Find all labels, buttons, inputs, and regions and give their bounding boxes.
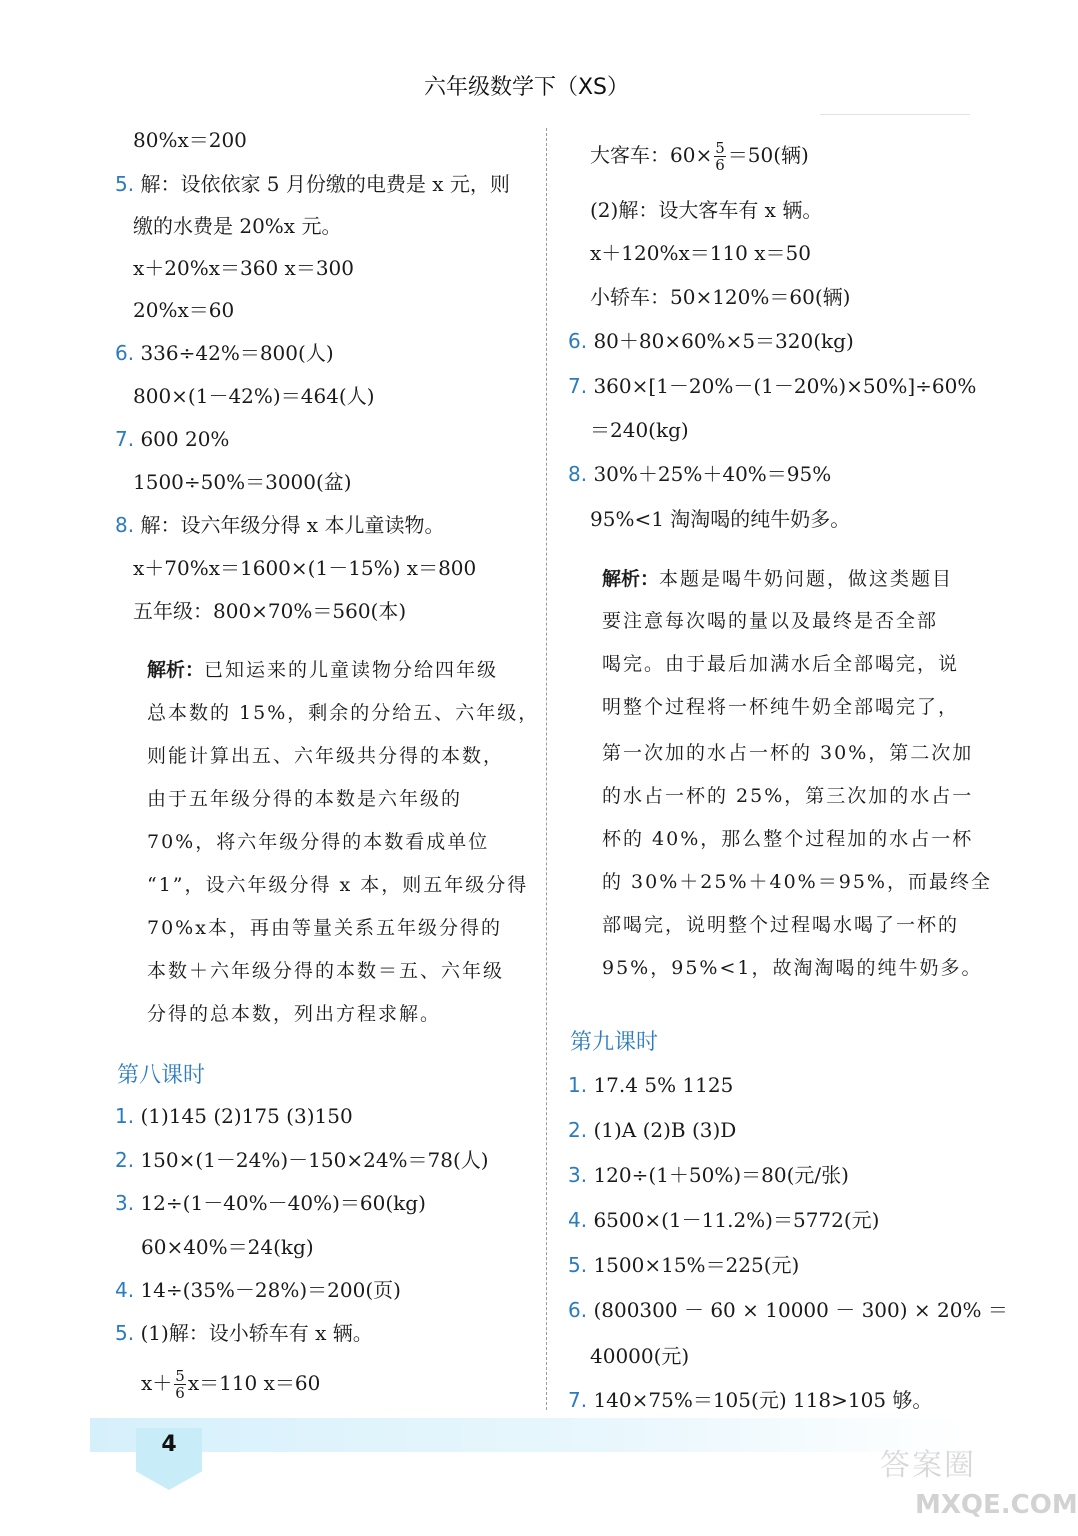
question-number: 8. — [568, 462, 588, 486]
question-number: 7. — [115, 427, 135, 451]
answer-text: 150×(1－24%)－150×24%＝78(人) — [140, 1148, 489, 1172]
answer-text: 140×75%＝105(元) 118>105 够。 — [593, 1388, 933, 1412]
answer-line: 1500÷50%＝3000(盆) — [133, 470, 352, 494]
footer-band — [90, 1418, 970, 1452]
question-number: 8. — [115, 513, 135, 537]
analysis-line: 解析：本题是喝牛奶问题，做这类题目 — [602, 568, 954, 590]
question-5 — [568, 1253, 799, 1277]
answer-text: 6500×(1－11.2%)＝5772(元) — [593, 1208, 880, 1232]
analysis-line: 分得的总本数，列出方程求解。 — [147, 1003, 442, 1025]
answer-text: 17.4 5% 1125 — [593, 1073, 734, 1097]
analysis-line: 部喝完，说明整个过程喝水喝了一杯的 — [602, 914, 960, 936]
answer-line: 20%x＝60 — [133, 298, 235, 322]
analysis-line: 95%，95%<1，故淘淘喝的纯牛奶多。 — [602, 957, 983, 979]
answer-text: (1)145 (2)175 (3)150 — [140, 1104, 353, 1128]
question-number: 7. — [568, 374, 588, 398]
answer-line: 60×40%＝24(kg) — [141, 1235, 314, 1259]
answer-text: (1)A (2)B (3)D — [593, 1118, 737, 1142]
answer-line: x＋20%x＝360 x＝300 — [133, 256, 354, 280]
column-divider — [546, 128, 547, 1410]
question-7 — [568, 1388, 932, 1412]
question-3 — [568, 1163, 849, 1187]
question-7 — [568, 374, 976, 398]
analysis-line: 70%，将六年级分得的本数看成单位 — [147, 831, 490, 853]
answer-text: 解：设六年级分得 x 本儿童读物。 — [140, 513, 445, 537]
fraction: $\frac{5}{6}$ — [175, 1367, 185, 1402]
answer-line: 小轿车：50×120%＝60(辆) — [590, 285, 851, 309]
question-2 — [568, 1118, 736, 1142]
question-5 — [115, 1321, 373, 1345]
analysis-line: 的 30%＋25%＋40%＝95%，而最终全 — [602, 871, 992, 893]
question-number: 6. — [115, 341, 135, 365]
analysis-line: 明整个过程将一杯纯牛奶全部喝完了， — [602, 696, 960, 718]
analysis-line: 由于五年级分得的本数是六年级的 — [147, 788, 463, 810]
answer-line: 五年级：800×70%＝560(本) — [133, 599, 407, 623]
answer-line: x＋120%x＝110 x＝50 — [590, 241, 811, 265]
analysis-line: 70%x本，再由等量关系五年级分得的 — [147, 917, 502, 939]
equation-with-fraction: x＋ $\frac{5}{6}$ x＝110 x＝60 — [141, 1367, 321, 1402]
equation-with-fraction: 大客车：60× $\frac{5}{6}$ ＝50(辆) — [590, 139, 809, 174]
question-5 — [115, 172, 510, 196]
page-header: 六年级数学下（XS） — [423, 75, 630, 100]
question-number: 3. — [115, 1191, 135, 1215]
section-title-lesson-9: 第九课时 — [570, 1030, 659, 1055]
question-6 — [568, 329, 854, 353]
answer-text: 336÷42%＝800(人) — [140, 341, 334, 365]
fraction: $\frac{5}{6}$ — [715, 139, 725, 174]
question-number: 2. — [115, 1148, 135, 1172]
question-3 — [115, 1191, 426, 1215]
answer-line: 缴的水费是 20%x 元。 — [133, 214, 342, 238]
analysis-line: 则能计算出五、六年级共分得的本数， — [147, 745, 505, 767]
analysis-line: 杯的 40%，那么整个过程加的水占一杯 — [602, 828, 974, 850]
section-title-lesson-8: 第八课时 — [117, 1063, 206, 1088]
analysis-line: 本数＋六年级分得的本数＝五、六年级 — [147, 960, 505, 982]
answer-line: x＋70%x＝1600×(1－15%) x＝800 — [133, 556, 477, 580]
question-number: 1. — [115, 1104, 135, 1128]
answer-text: 30%＋25%＋40%＝95% — [593, 462, 832, 486]
page-number: 4 — [161, 1432, 177, 1457]
question-8 — [568, 462, 831, 486]
answer-line: 800×(1－42%)＝464(人) — [133, 384, 375, 408]
answer-text: 600 20% — [140, 427, 230, 451]
answer-line: 80%x＝200 — [133, 128, 247, 152]
question-number: 6. — [568, 1298, 588, 1322]
answer-line: 95%<1 淘淘喝的纯牛奶多。 — [590, 507, 851, 531]
answer-text: 解：设依依家 5 月份缴的电费是 x 元，则 — [140, 172, 510, 196]
question-number: 4. — [568, 1208, 588, 1232]
analysis-line: 的水占一杯的 25%，第三次加的水占一 — [602, 785, 974, 807]
watermark-url: MXQE.COM — [915, 1490, 1078, 1520]
answer-text: (800300 － 60 × 10000 － 300) × 20% ＝ — [593, 1298, 1008, 1322]
answer-text: 120÷(1＋50%)＝80(元/张) — [593, 1163, 849, 1187]
question-1 — [115, 1104, 353, 1128]
question-1 — [568, 1073, 733, 1097]
analysis-line: “1”，设六年级分得 x 本，则五年级分得 — [147, 874, 529, 896]
question-2 — [115, 1148, 489, 1172]
analysis-label: 解析： — [602, 568, 660, 590]
question-6 — [568, 1298, 1008, 1322]
question-number: 6. — [568, 329, 588, 353]
answer-line: 40000(元) — [590, 1344, 690, 1368]
header-rule — [820, 114, 970, 115]
answer-text: 1500×15%＝225(元) — [593, 1253, 800, 1277]
analysis-label: 解析： — [147, 659, 205, 681]
question-number: 5. — [568, 1253, 588, 1277]
question-8 — [115, 513, 444, 537]
answer-text: 360×[1－20%－(1－20%)×50%]÷60% — [593, 374, 977, 398]
question-number: 1. — [568, 1073, 588, 1097]
question-4 — [115, 1278, 401, 1302]
analysis-line: 第一次加的水占一杯的 30%，第二次加 — [602, 742, 974, 764]
watermark-logo: 答案圈 — [880, 1448, 976, 1483]
analysis-line: 解析：已知运来的儿童读物分给四年级 — [147, 659, 499, 681]
question-6 — [115, 341, 334, 365]
analysis-line: 喝完。由于最后加满水后全部喝完，说 — [602, 653, 960, 675]
question-number: 5. — [115, 172, 135, 196]
answer-line: (2)解：设大客车有 x 辆。 — [590, 198, 823, 222]
question-number: 3. — [568, 1163, 588, 1187]
analysis-line: 要注意每次喝的量以及最终是否全部 — [602, 610, 939, 632]
question-number: 2. — [568, 1118, 588, 1142]
answer-text: 80＋80×60%×5＝320(kg) — [593, 329, 854, 353]
question-number: 7. — [568, 1388, 588, 1412]
question-number: 5. — [115, 1321, 135, 1345]
question-4 — [568, 1208, 879, 1232]
answer-text: 14÷(35%－28%)＝200(页) — [140, 1278, 401, 1302]
answer-text: 12÷(1－40%－40%)＝60(kg) — [140, 1191, 426, 1215]
question-7 — [115, 427, 229, 451]
analysis-line: 总本数的 15%，剩余的分给五、六年级， — [147, 702, 540, 724]
answer-text: (1)解：设小轿车有 x 辆。 — [140, 1321, 373, 1345]
answer-line: ＝240(kg) — [590, 418, 689, 442]
question-number: 4. — [115, 1278, 135, 1302]
